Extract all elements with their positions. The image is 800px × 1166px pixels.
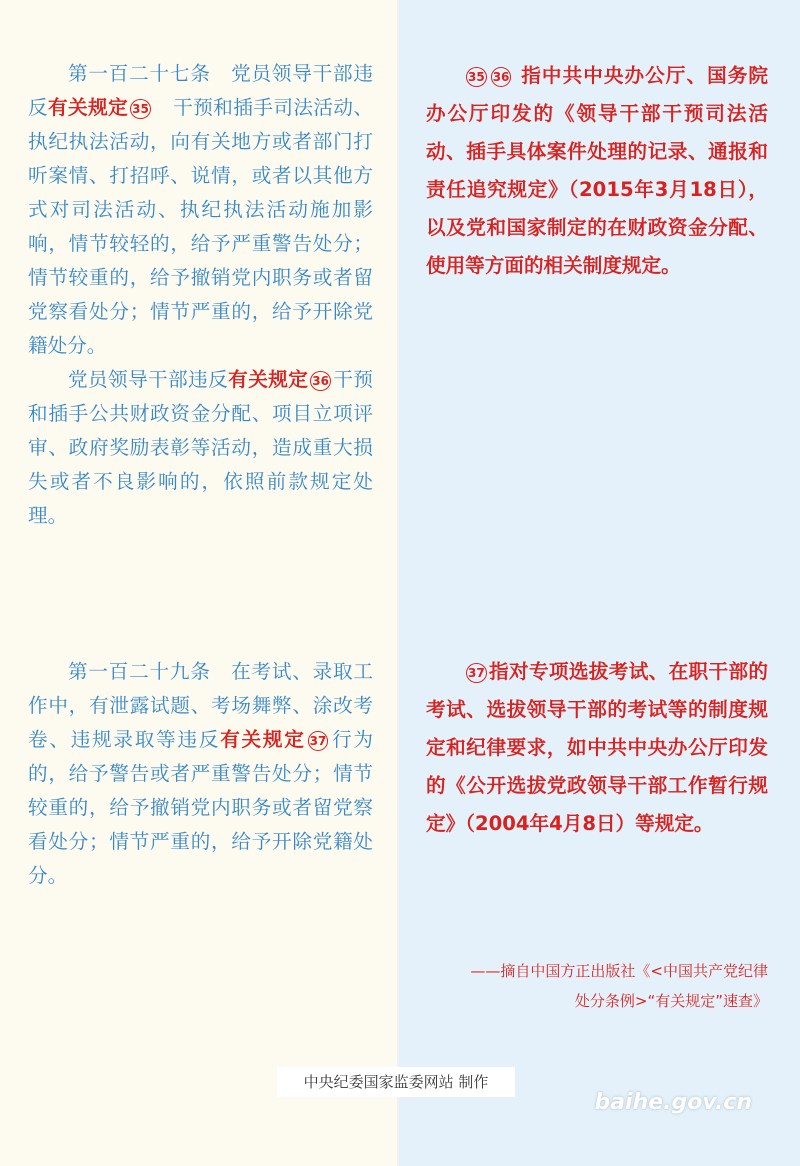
credit-label: 中央纪委国家监委网站 制作 (277, 1067, 515, 1097)
column-divider (397, 0, 399, 1166)
footnote-ref-35[interactable]: 35 (130, 99, 151, 119)
note-ref-36: 36 (491, 67, 512, 87)
note-37 (426, 653, 768, 843)
note-35-36-text: 指中共中央办公厅、国务院办公厅印发的《领导干部干预司法活动、插手具体案件处理的记录、通报和责任追究规定》（2015年3月18日），以及党和国家制定的在财政资金分配、使用等方面的相关制度规定。 (426, 64, 768, 277)
footnote-ref-37[interactable]: 37 (308, 731, 329, 751)
source-line-2: 处分条例>“有关规定”速查》 (574, 992, 768, 1010)
watermark: baihe.gov.cn (594, 1090, 752, 1115)
note-ref-37: 37 (466, 663, 487, 683)
article-129 (28, 655, 373, 893)
note-35-36 (426, 57, 768, 285)
note-ref-35: 35 (466, 67, 487, 87)
article-129-para: 第一百二十九条 在考试、录取工作中，有泄露试题、考场舞弊、涂改考卷、违规录取等违反有关规定 37 行为的，给予警告或者严重警告处分；情节较重的，给予撤销党内职务或者留党察看处分；情节严重的，给予开除党籍处分。 (28, 660, 374, 887)
keyword-highlight: 有关规定 (220, 728, 306, 751)
keyword-highlight: 有关规定 (228, 368, 309, 391)
source-citation (428, 956, 768, 1016)
footnote-ref-36[interactable]: 36 (310, 371, 331, 391)
article-127-para-1: 第一百二十七条 党员领导干部违反有关规定 35 干预和插手司法活动、执纪执法活动，向有关地方或者部门打听案情、打招呼、说情，或者以其他方式对司法活动、执纪执法活动施加影响，情节较轻的，给予严重警告处分；情节较重的，给予撤销党内职务或者留党察看处分；情节严重的，给予开除党籍处分。 (28, 62, 374, 357)
note-37-text: 指对专项选拔考试、在职干部的考试、选拔领导干部的考试等的制度规定和纪律要求，如中共中央办公厅印发的《公开选拔党政领导干部工作暂行规定》（2004年4月8日）等规定。 (426, 660, 768, 835)
article-127 (28, 57, 373, 533)
keyword-highlight: 有关规定 (48, 96, 129, 119)
article-127-para-2: 党员领导干部违反有关规定 36 干预和插手公共财政资金分配、项目立项评审、政府奖励表彰等活动，造成重大损失或者不良影响的，依照前款规定处理。 (28, 368, 374, 527)
source-line-1: ——摘自中国方正出版社《<中国共产党纪律 (470, 962, 768, 980)
